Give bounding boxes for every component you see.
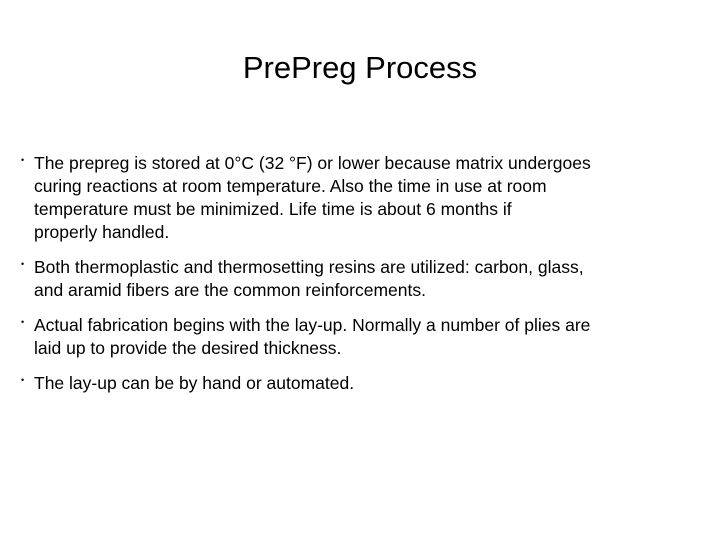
bullet-text bbox=[34, 256, 698, 302]
bullet-item bbox=[18, 152, 698, 244]
bullet-line: and aramid fibers are the common reinforcements. bbox=[34, 280, 426, 300]
bullet-text bbox=[34, 314, 698, 360]
bullet-line: The lay-up can be by hand or automated. bbox=[34, 373, 355, 393]
bullet-item bbox=[18, 314, 698, 360]
bullet-line: properly handled. bbox=[34, 222, 170, 242]
bullet-line: Actual fabrication begins with the lay-up. Normally a number of plies are bbox=[34, 315, 591, 335]
bullet-list bbox=[18, 152, 698, 407]
bullet-item bbox=[18, 256, 698, 302]
bullet-icon: • bbox=[21, 155, 25, 165]
bullet-icon: • bbox=[21, 317, 25, 327]
bullet-line: The prepreg is stored at 0°C (32 °F) or lower because matrix undergoes bbox=[34, 153, 591, 173]
slide-title: PrePreg Process bbox=[242, 50, 478, 85]
bullet-line: laid up to provide the desired thickness. bbox=[34, 338, 342, 358]
bullet-text bbox=[34, 152, 698, 244]
bullet-icon: • bbox=[21, 375, 25, 385]
bullet-line: curing reactions at room temperature. Also the time in use at room bbox=[34, 176, 547, 196]
bullet-text bbox=[34, 372, 698, 395]
bullet-line: temperature must be minimized. Life time is about 6 months if bbox=[34, 199, 512, 219]
bullet-item bbox=[18, 372, 698, 395]
bullet-icon: • bbox=[21, 259, 25, 269]
bullet-line: Both thermoplastic and thermosetting resins are utilized: carbon, glass, bbox=[34, 257, 584, 277]
